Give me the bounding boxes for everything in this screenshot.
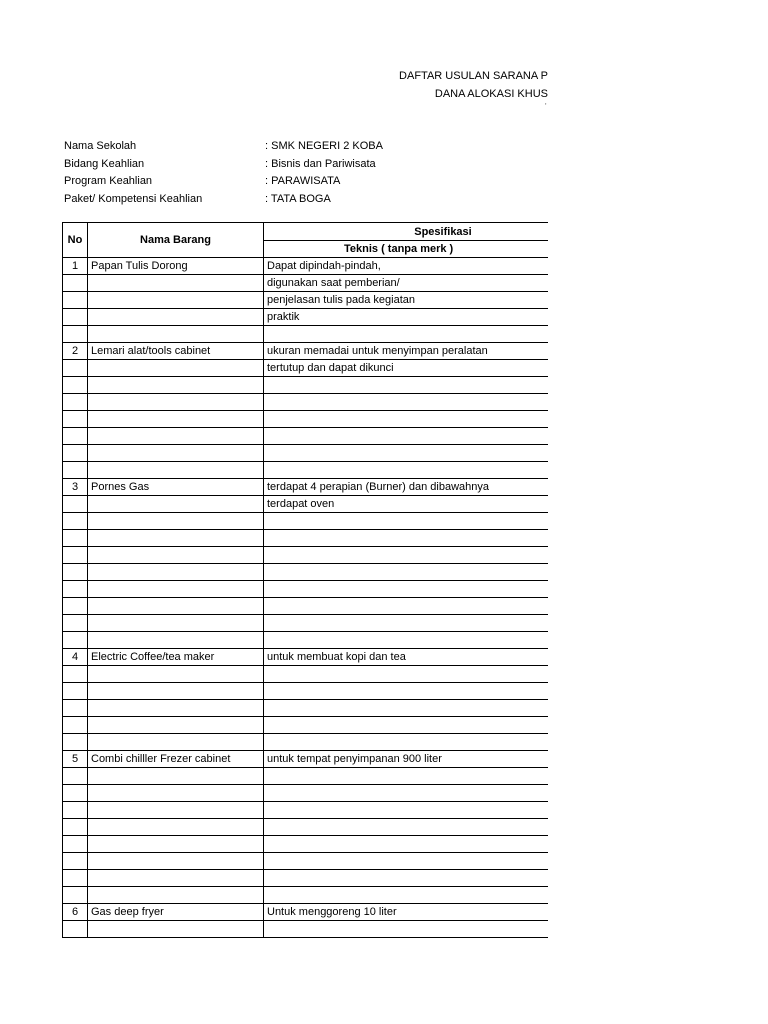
table-row bbox=[63, 496, 549, 513]
item-name-cell bbox=[88, 360, 264, 377]
item-number-cell bbox=[63, 887, 88, 904]
table-row bbox=[63, 700, 549, 717]
item-spec-cell bbox=[264, 377, 549, 394]
info-value: : Bisnis dan Pariwisata bbox=[265, 157, 376, 170]
item-spec-cell bbox=[264, 785, 549, 802]
table-row bbox=[63, 428, 549, 445]
item-number-cell bbox=[63, 428, 88, 445]
info-row bbox=[64, 173, 484, 191]
item-number-cell bbox=[63, 785, 88, 802]
table-row bbox=[63, 802, 549, 819]
item-name-cell bbox=[88, 802, 264, 819]
item-number-cell bbox=[63, 445, 88, 462]
item-name-cell bbox=[88, 768, 264, 785]
item-number-cell bbox=[63, 819, 88, 836]
item-spec-cell bbox=[264, 598, 549, 615]
item-spec-cell bbox=[264, 700, 549, 717]
table-row bbox=[63, 275, 549, 292]
info-row bbox=[64, 138, 484, 156]
item-name-cell bbox=[88, 309, 264, 326]
item-spec-cell bbox=[264, 615, 549, 632]
table-row bbox=[63, 683, 549, 700]
info-value: : PARAWISATA bbox=[265, 175, 341, 187]
table-row bbox=[63, 666, 549, 683]
info-label: Paket/ Kompetensi Keahlian bbox=[64, 192, 203, 205]
item-number-cell bbox=[63, 462, 88, 479]
info-value: : TATA BOGA bbox=[265, 192, 331, 205]
table-row bbox=[63, 530, 549, 547]
item-number-cell bbox=[63, 496, 88, 513]
item-name-cell: Electric Coffee/tea maker bbox=[88, 649, 264, 666]
info-label: Bidang Keahlian bbox=[64, 157, 145, 170]
col-header-spesifikasi: Spesifikasi bbox=[264, 223, 549, 241]
document-title-line-1: DAFTAR USULAN SARANA P bbox=[399, 70, 548, 82]
info-label: Nama Sekolah bbox=[64, 140, 137, 152]
item-name-cell bbox=[88, 700, 264, 717]
item-name-cell bbox=[88, 275, 264, 292]
item-number-cell bbox=[63, 632, 88, 649]
item-name-cell bbox=[88, 717, 264, 734]
item-name-cell bbox=[88, 411, 264, 428]
item-number-cell bbox=[63, 683, 88, 700]
table-row bbox=[63, 292, 549, 309]
item-spec-cell: terdapat 4 perapian (Burner) dan dibawahnya bbox=[264, 479, 549, 496]
item-spec-cell bbox=[264, 632, 549, 649]
item-spec-cell bbox=[264, 513, 549, 530]
table-row bbox=[63, 768, 549, 785]
item-name-cell bbox=[88, 734, 264, 751]
table-row bbox=[63, 615, 549, 632]
item-name-cell bbox=[88, 683, 264, 700]
item-spec-cell bbox=[264, 462, 549, 479]
item-number-cell: 2 bbox=[63, 343, 88, 360]
item-spec-cell bbox=[264, 530, 549, 547]
col-header-nama-barang: Nama Barang bbox=[88, 223, 264, 258]
spec-table-area bbox=[62, 222, 548, 942]
item-number-cell bbox=[63, 700, 88, 717]
item-name-cell: Lemari alat/tools cabinet bbox=[88, 343, 264, 360]
item-name-cell bbox=[88, 666, 264, 683]
item-name-cell bbox=[88, 598, 264, 615]
item-number-cell bbox=[63, 921, 88, 938]
item-name-cell bbox=[88, 887, 264, 904]
table-row bbox=[63, 649, 549, 666]
item-name-cell: Combi chilller Frezer cabinet bbox=[88, 751, 264, 768]
item-number-cell bbox=[63, 853, 88, 870]
table-row bbox=[63, 377, 549, 394]
item-name-cell bbox=[88, 632, 264, 649]
page-edge-mark: ' bbox=[545, 102, 547, 111]
table-row bbox=[63, 411, 549, 428]
item-name-cell bbox=[88, 496, 264, 513]
item-name-cell bbox=[88, 428, 264, 445]
table-row bbox=[63, 445, 549, 462]
item-spec-cell bbox=[264, 921, 549, 938]
item-name-cell: Pornes Gas bbox=[88, 479, 264, 496]
item-spec-cell bbox=[264, 547, 549, 564]
table-row bbox=[63, 479, 549, 496]
item-name-cell: Gas deep fryer bbox=[88, 904, 264, 921]
item-spec-cell bbox=[264, 394, 549, 411]
item-spec-cell bbox=[264, 717, 549, 734]
item-name-cell bbox=[88, 853, 264, 870]
table-row bbox=[63, 751, 549, 768]
item-spec-cell: untuk membuat kopi dan tea bbox=[264, 649, 549, 666]
table-row bbox=[63, 547, 549, 564]
spec-table-body bbox=[63, 258, 549, 938]
table-row bbox=[63, 513, 549, 530]
table-row bbox=[63, 343, 549, 360]
item-number-cell bbox=[63, 547, 88, 564]
school-info-block bbox=[64, 138, 484, 208]
item-spec-cell bbox=[264, 428, 549, 445]
col-header-teknis: Teknis ( tanpa merk ) bbox=[264, 241, 549, 258]
table-row bbox=[63, 394, 549, 411]
item-spec-cell bbox=[264, 666, 549, 683]
item-number-cell bbox=[63, 564, 88, 581]
item-name-cell bbox=[88, 292, 264, 309]
item-number-cell bbox=[63, 530, 88, 547]
item-spec-cell: terdapat oven bbox=[264, 496, 549, 513]
table-row bbox=[63, 360, 549, 377]
table-row bbox=[63, 734, 549, 751]
table-row bbox=[63, 904, 549, 921]
item-spec-cell bbox=[264, 581, 549, 598]
col-header-no: No bbox=[63, 223, 88, 258]
table-row bbox=[63, 258, 549, 275]
item-spec-cell bbox=[264, 819, 549, 836]
item-number-cell: 3 bbox=[63, 479, 88, 496]
info-label: Program Keahlian bbox=[64, 175, 153, 187]
item-spec-cell bbox=[264, 853, 549, 870]
table-row bbox=[63, 632, 549, 649]
table-row bbox=[63, 309, 549, 326]
item-name-cell bbox=[88, 819, 264, 836]
item-spec-cell bbox=[264, 768, 549, 785]
item-number-cell bbox=[63, 394, 88, 411]
table-row bbox=[63, 564, 549, 581]
item-spec-cell bbox=[264, 326, 549, 343]
item-name-cell bbox=[88, 870, 264, 887]
item-name-cell bbox=[88, 615, 264, 632]
item-spec-cell bbox=[264, 870, 549, 887]
item-name-cell bbox=[88, 394, 264, 411]
table-row bbox=[63, 785, 549, 802]
item-name-cell bbox=[88, 785, 264, 802]
item-spec-cell: praktik bbox=[264, 309, 549, 326]
item-spec-cell bbox=[264, 836, 549, 853]
item-number-cell: 5 bbox=[63, 751, 88, 768]
item-number-cell bbox=[63, 734, 88, 751]
item-spec-cell: untuk tempat penyimpanan 900 liter bbox=[264, 751, 549, 768]
item-spec-cell bbox=[264, 411, 549, 428]
item-name-cell bbox=[88, 377, 264, 394]
item-spec-cell bbox=[264, 802, 549, 819]
item-number-cell bbox=[63, 802, 88, 819]
table-row bbox=[63, 887, 549, 904]
info-row bbox=[64, 191, 484, 209]
table-row bbox=[63, 581, 549, 598]
item-number-cell bbox=[63, 768, 88, 785]
item-number-cell bbox=[63, 292, 88, 309]
item-number-cell: 1 bbox=[63, 258, 88, 275]
item-spec-cell: ukuran memadai untuk menyimpan peralatan bbox=[264, 343, 549, 360]
info-value: : SMK NEGERI 2 KOBA bbox=[265, 140, 383, 152]
item-number-cell bbox=[63, 377, 88, 394]
item-spec-cell: penjelasan tulis pada kegiatan bbox=[264, 292, 549, 309]
table-row bbox=[63, 598, 549, 615]
item-number-cell bbox=[63, 326, 88, 343]
item-name-cell bbox=[88, 530, 264, 547]
table-row bbox=[63, 462, 549, 479]
item-spec-cell: Untuk menggoreng 10 liter bbox=[264, 904, 549, 921]
item-name-cell bbox=[88, 326, 264, 343]
item-spec-cell bbox=[264, 887, 549, 904]
item-name-cell bbox=[88, 547, 264, 564]
item-number-cell bbox=[63, 615, 88, 632]
item-name-cell bbox=[88, 462, 264, 479]
item-number-cell bbox=[63, 717, 88, 734]
item-number-cell: 4 bbox=[63, 649, 88, 666]
item-name-cell bbox=[88, 921, 264, 938]
item-number-cell bbox=[63, 598, 88, 615]
item-number-cell bbox=[63, 513, 88, 530]
document-title-line-2: DANA ALOKASI KHUS bbox=[434, 88, 548, 100]
item-spec-cell bbox=[264, 734, 549, 751]
item-name-cell bbox=[88, 513, 264, 530]
item-number-cell: 6 bbox=[63, 904, 88, 921]
item-name-cell bbox=[88, 836, 264, 853]
item-name-cell bbox=[88, 564, 264, 581]
item-number-cell bbox=[63, 836, 88, 853]
item-spec-cell bbox=[264, 564, 549, 581]
item-spec-cell: digunakan saat pemberian/ bbox=[264, 275, 549, 292]
item-spec-cell: Dapat dipindah-pindah, bbox=[264, 258, 549, 275]
table-row bbox=[63, 836, 549, 853]
item-name-cell bbox=[88, 581, 264, 598]
item-spec-cell: tertutup dan dapat dikunci bbox=[264, 360, 549, 377]
item-number-cell bbox=[63, 581, 88, 598]
table-row bbox=[63, 717, 549, 734]
item-number-cell bbox=[63, 870, 88, 887]
table-row bbox=[63, 326, 549, 343]
info-row bbox=[64, 156, 484, 174]
table-row bbox=[63, 819, 549, 836]
table-row bbox=[63, 870, 549, 887]
item-number-cell bbox=[63, 360, 88, 377]
table-row bbox=[63, 853, 549, 870]
item-name-cell bbox=[88, 445, 264, 462]
spec-table bbox=[62, 222, 548, 938]
item-spec-cell bbox=[264, 683, 549, 700]
item-name-cell: Papan Tulis Dorong bbox=[88, 258, 264, 275]
table-row bbox=[63, 921, 549, 938]
item-number-cell bbox=[63, 309, 88, 326]
item-number-cell bbox=[63, 411, 88, 428]
item-number-cell bbox=[63, 666, 88, 683]
item-number-cell bbox=[63, 275, 88, 292]
item-spec-cell bbox=[264, 445, 549, 462]
